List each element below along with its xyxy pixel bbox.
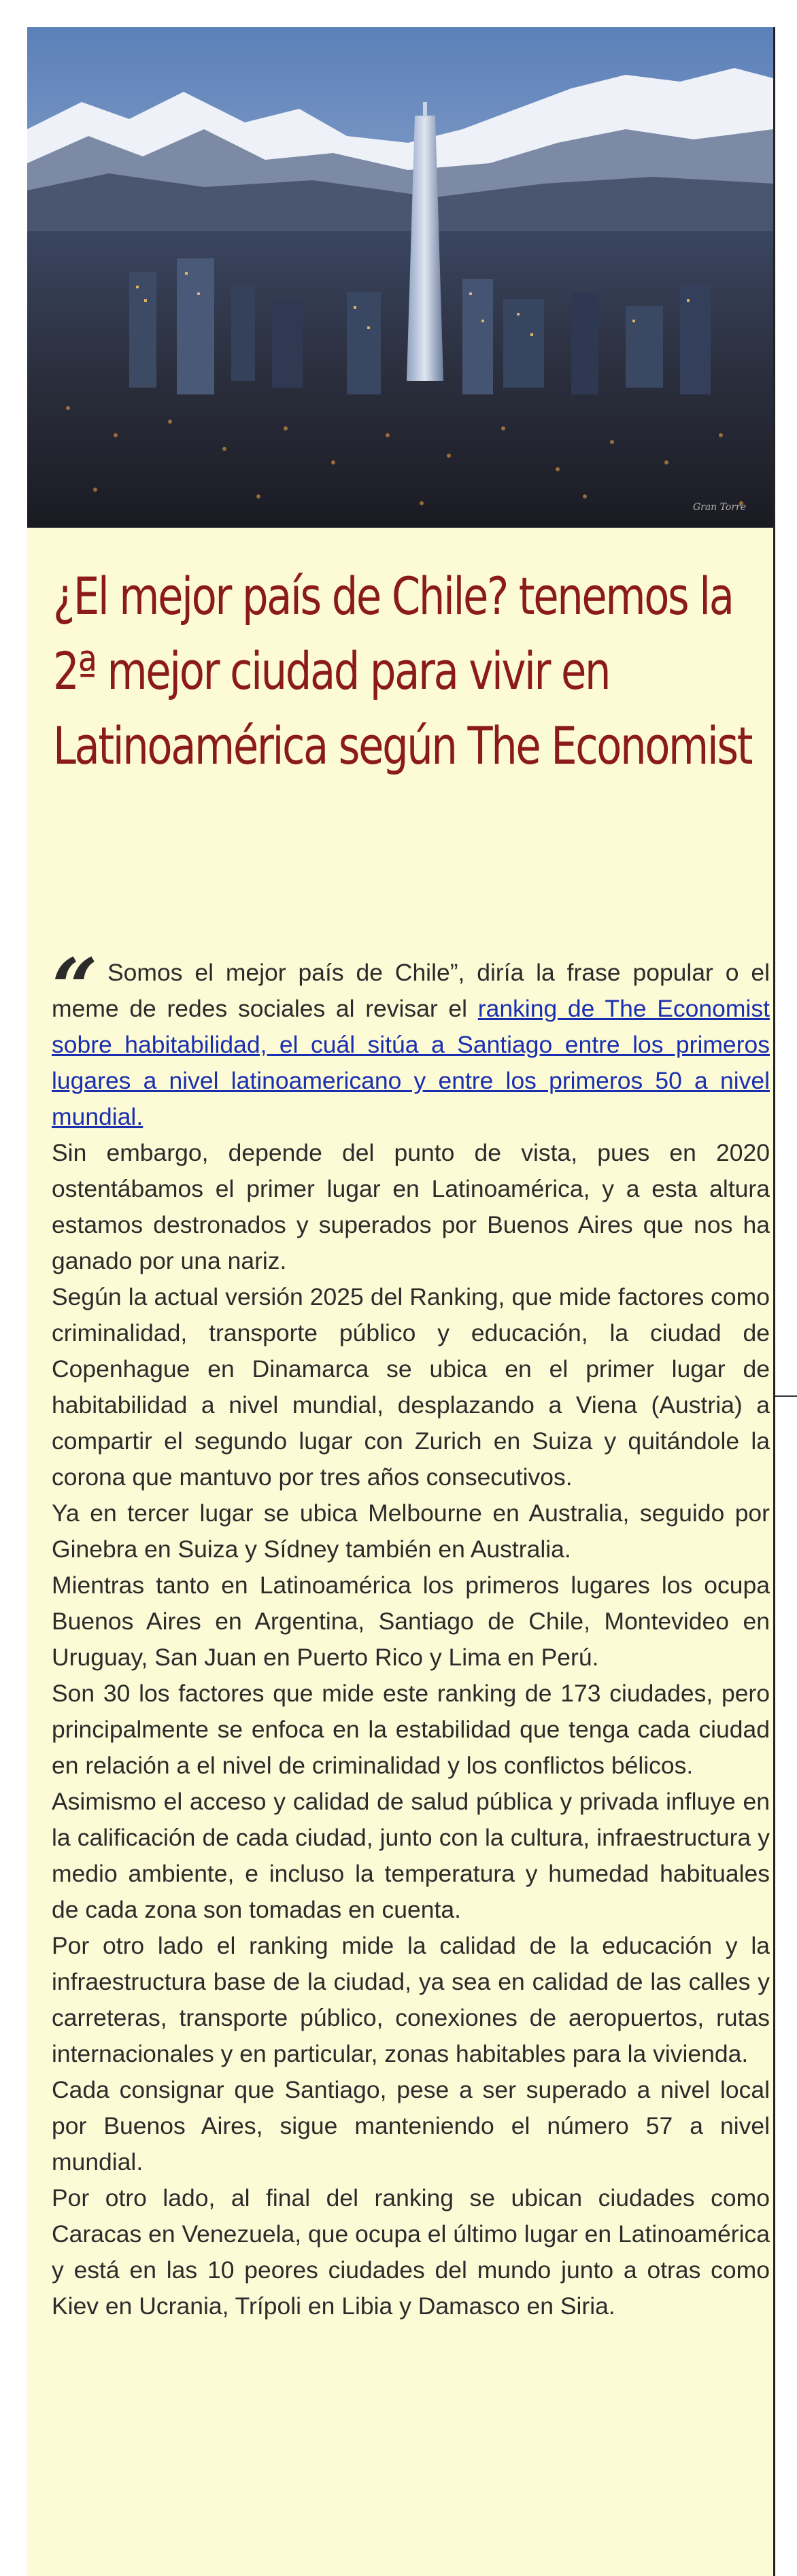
paragraph: Asimismo el acceso y calidad de salud pública y privada influye en la calificación de cada ciudad, junto con la cultura, infraestructura y medio ambiente, e incluso la temperatura y humedad habituales de cada zona son tomadas en cuenta. [52,1788,770,1923]
side-divider [775,1395,797,1397]
paragraph: Son 30 los factores que mide este ranking de 173 ciudades, pero principalmente se enfoca en la estabilidad que tenga cada ciudad en relación a el nivel de criminalidad y los conflictos bélicos. [52,1680,770,1779]
paragraph: Mientras tanto en Latinoamérica los primeros lugares los ocupa Buenos Aires en Argentina, Santiago de Chile, Montevideo en Uruguay, San Juan en Puerto Rico y Lima en Perú. [52,1572,770,1671]
article-title: ¿El mejor país de Chile? tenemos la 2ª mejor ciudad para vivir en Latinoamérica según The Economist [53,566,752,776]
ranking-link[interactable]: ranking de The Economist sobre habitabilidad, el cuál sitúa a Santiago entre los primeros lugares a nivel latinoamericano y entre los primeros 50 a nivel mundial. [52,995,770,1130]
quote-mark-icon: “ [52,940,98,1035]
paragraph: Sin embargo, depende del punto de vista, pues en 2020 ostentábamos el primer lugar en Latinoamérica, y a esta altura estamos destronados y superados por Buenos Aires que nos ha ganado por una nariz. [52,1139,770,1274]
article-page [27,27,775,2576]
paragraph: Según la actual versión 2025 del Ranking, que mide factores como criminalidad, transporte público y educación, la ciudad de Copenhague en Dinamarca se ubica en el primer lugar de habitabilidad a nivel mundial, desplazando a Viena (Austria) a compartir el segundo lugar con Zurich en Suiza y quitándole la corona que mantuvo por tres años consecutivos. [52,1283,770,1491]
hero-image [27,27,773,528]
paragraph: Cada consignar que Santiago, pese a ser superado a nivel local por Buenos Aires, sigue manteniendo el número 57 a nivel mundial. [52,2076,770,2175]
article-body [52,955,770,2324]
paragraph: Por otro lado el ranking mide la calidad de la educación y la infraestructura base de la ciudad, ya sea en calidad de las calles y carreteras, transporte público, conexiones de aeropuertos, rutas internacionales y en particular, zonas habitables para la vivienda. [52,1932,770,2067]
paragraph: Por otro lado, al final del ranking se ubican ciudades como Caracas en Venezuela, que ocupa el último lugar en Latinoamérica y está en las 10 peores ciudades del mundo junto a otras como Kiev en Ucrania, Trípoli en Libia y Damasco en Siria. [52,2184,770,2320]
photo-credit: Gran Torre [692,502,746,513]
intro-paragraph [52,955,770,1135]
paragraph: Ya en tercer lugar se ubica Melbourne en Australia, seguido por Ginebra en Suiza y Sídney también en Australia. [52,1499,770,1563]
intro-text: Somos el mejor país de Chile”, diría la frase popular o el meme de redes sociales al revisar el [52,959,770,1022]
santiago-skyline-photo [27,27,773,528]
